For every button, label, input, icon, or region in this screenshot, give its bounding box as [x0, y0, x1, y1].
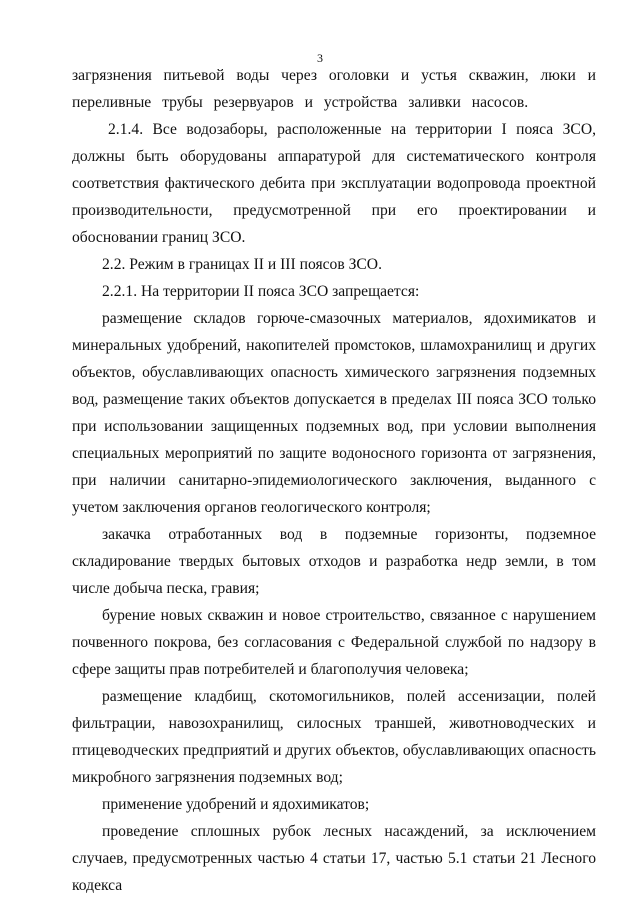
section-heading-2-2-1: 2.2.1. На территории II пояса ЗСО запрещается:: [102, 283, 420, 300]
list-item-wastewater-injection: закачка отработанных вод в подземные горизонты, подземное складирование твердых бытовых отходов и разработка недр земли, в том числе добыча песка, гравия;: [72, 526, 596, 597]
paragraph-2-1-4: 2.1.4. Все водозаборы, расположенные на территории I пояса ЗСО, должны быть оборудованы аппаратурой для систематического контроля соответствия фактического дебита при эксплуатации водопровода проектной производительности, предусмотренной при его проектировании и обосновании границ ЗСО.: [72, 121, 596, 246]
list-item-warehouses: размещение складов горюче-смазочных материалов, ядохимикатов и минеральных удобрений, накопителей промстоков, шламохранилищ и других объектов, обуславливающих опасность химического загрязнения подземных вод, размещение таких объектов допускается в пределах III пояса ЗСО только при использовании защищенных подземных вод, при условии выполнения специальных мероприятий по защите водоносного горизонта от загрязнения, при наличии санитарно-эпидемиологического заключения, выданного с учетом заключения органов геологического контроля;: [72, 310, 596, 516]
paragraph-continuation: загрязнения питьевой воды через оголовки и устья скважин, люки и переливные трубы резервуаров и устройства заливки насосов.: [72, 67, 596, 111]
list-item-drilling: бурение новых скважин и новое строительство, связанное с нарушением почвенного покрова, без согласования с Федеральной службой по надзору в сфере защиты прав потребителей и благополучия человека;: [72, 607, 596, 678]
page-number: 3: [317, 51, 323, 65]
list-item-logging: проведение сплошных рубок лесных насаждений, за исключением случаев, предусмотренных частью 4 статьи 17, частью 5.1 статьи 21 Лесного кодекса: [72, 823, 596, 894]
list-item-fertilizers: применение удобрений и ядохимикатов;: [102, 796, 370, 813]
section-heading-2-2: 2.2. Режим в границах II и III поясов ЗСО.: [102, 256, 382, 273]
document-body: [72, 62, 596, 899]
list-item-cemeteries: размещение кладбищ, скотомогильников, полей ассенизации, полей фильтрации, навозохранилищ, силосных траншей, животноводческих и птицеводческих предприятий и других объектов, обуславливающих опасность микробного загрязнения подземных вод;: [72, 688, 596, 786]
